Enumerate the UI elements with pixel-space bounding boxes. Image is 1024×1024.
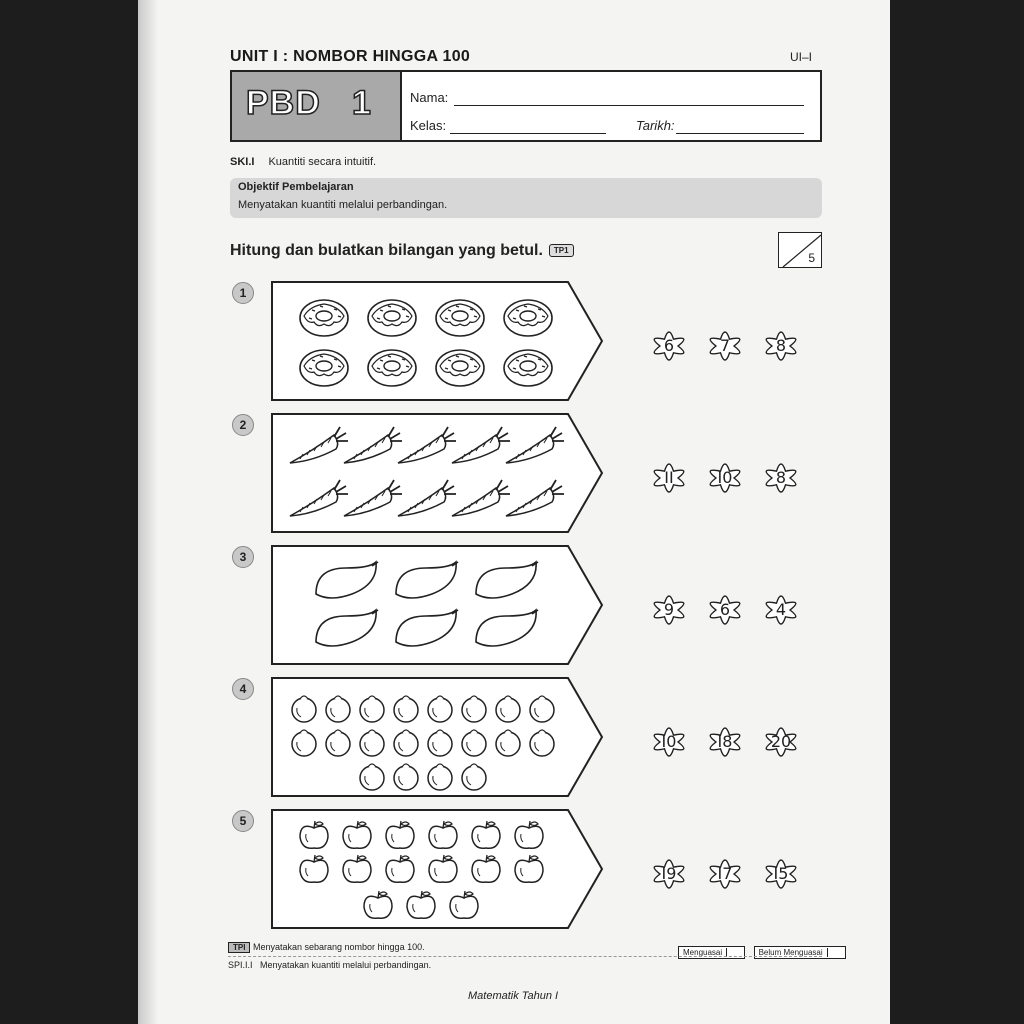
footer-tp-text: Menyatakan sebarang nombor hingga 100.	[252, 942, 425, 952]
objective-box	[230, 178, 822, 218]
question-3-option[interactable]: 6	[719, 600, 731, 619]
question-2-option[interactable]: 8	[775, 468, 787, 487]
instruction	[230, 242, 574, 260]
pbd-label: PBD	[246, 84, 321, 122]
standard-line	[230, 156, 376, 168]
nama-label: Nama:	[410, 90, 449, 105]
kelas-label: Kelas:	[410, 118, 447, 133]
score-total: 5	[808, 251, 815, 265]
question-5-picture-box	[268, 806, 608, 932]
question-2-option[interactable]: I0	[717, 468, 733, 487]
question-4-option[interactable]: 20	[770, 732, 792, 751]
question-5-option[interactable]: I9	[661, 864, 677, 883]
question-number: 4	[232, 678, 254, 700]
donut-icon	[368, 300, 416, 336]
question-5-option[interactable]: I5	[773, 864, 789, 883]
tarikh-field[interactable]	[676, 133, 804, 134]
footer-subject: Matematik Tahun I	[468, 990, 559, 1002]
score-box	[778, 232, 822, 268]
question-1-option[interactable]: 7	[719, 336, 731, 355]
question-3-option[interactable]: 4	[775, 600, 787, 619]
question-1-option[interactable]: 6	[663, 336, 675, 355]
instruction-text: Hitung dan bulatkan bilangan yang betul.	[230, 242, 543, 259]
worksheet-page	[138, 0, 890, 1024]
footer-sp-code: SPI.I.I	[228, 960, 253, 970]
page-code: UI–I	[790, 50, 813, 64]
unit-title: UNIT I : NOMBOR HINGGA 100	[230, 48, 471, 65]
donut-icon	[504, 350, 552, 386]
footer-sp	[228, 960, 431, 970]
mastery-checkboxes	[674, 942, 846, 960]
show-through-text	[858, 320, 889, 329]
question-2-picture-box	[268, 410, 608, 536]
kelas-field[interactable]	[450, 133, 606, 134]
footer-tp-label: TPI	[228, 942, 250, 953]
objective-text: Menyatakan kuantiti melalui perbandingan.	[238, 199, 448, 211]
belum-menguasai-checkbox[interactable]	[754, 946, 846, 959]
question-1-option[interactable]: 8	[775, 336, 787, 355]
donut-icon	[368, 350, 416, 386]
footer-sp-text: Menyatakan kuantiti melalui perbandingan.	[260, 960, 432, 970]
page-fold-shadow	[138, 0, 158, 1024]
donut-icon	[436, 350, 484, 386]
footer-tp	[228, 942, 425, 953]
standard-code: SKI.I	[230, 156, 255, 168]
question-3-option[interactable]: 9	[663, 600, 675, 619]
standard-text: Kuantiti secara intuitif.	[268, 156, 377, 168]
objective-title: Objektif Pembelajaran	[238, 181, 354, 193]
pbd-badge	[232, 72, 402, 140]
question-1-picture-box	[268, 278, 608, 404]
score-divider	[779, 233, 823, 269]
tp-tag: TP1	[549, 244, 574, 257]
donut-icon	[300, 300, 348, 336]
question-5-option[interactable]: I7	[717, 864, 733, 883]
donut-icon	[504, 300, 552, 336]
question-number: 1	[232, 282, 254, 304]
footer-divider	[228, 956, 822, 957]
question-number: 2	[232, 414, 254, 436]
question-2-option[interactable]: II	[664, 468, 674, 487]
header-box	[230, 70, 822, 142]
pbd-number: 1	[352, 84, 371, 122]
menguasai-checkbox[interactable]	[678, 946, 745, 959]
menguasai-label: Menguasai	[683, 948, 723, 957]
question-number: 3	[232, 546, 254, 568]
tarikh-label: Tarikh:	[636, 118, 675, 133]
question-4-picture-box	[268, 674, 608, 800]
belum-menguasai-label: Belum Menguasai	[758, 948, 823, 957]
question-4-option[interactable]: I0	[661, 732, 677, 751]
nama-field[interactable]	[454, 105, 804, 106]
question-number: 5	[232, 810, 254, 832]
donut-icon	[436, 300, 484, 336]
question-4-option[interactable]: I8	[717, 732, 733, 751]
question-3-picture-box	[268, 542, 608, 668]
donut-icon	[300, 350, 348, 386]
